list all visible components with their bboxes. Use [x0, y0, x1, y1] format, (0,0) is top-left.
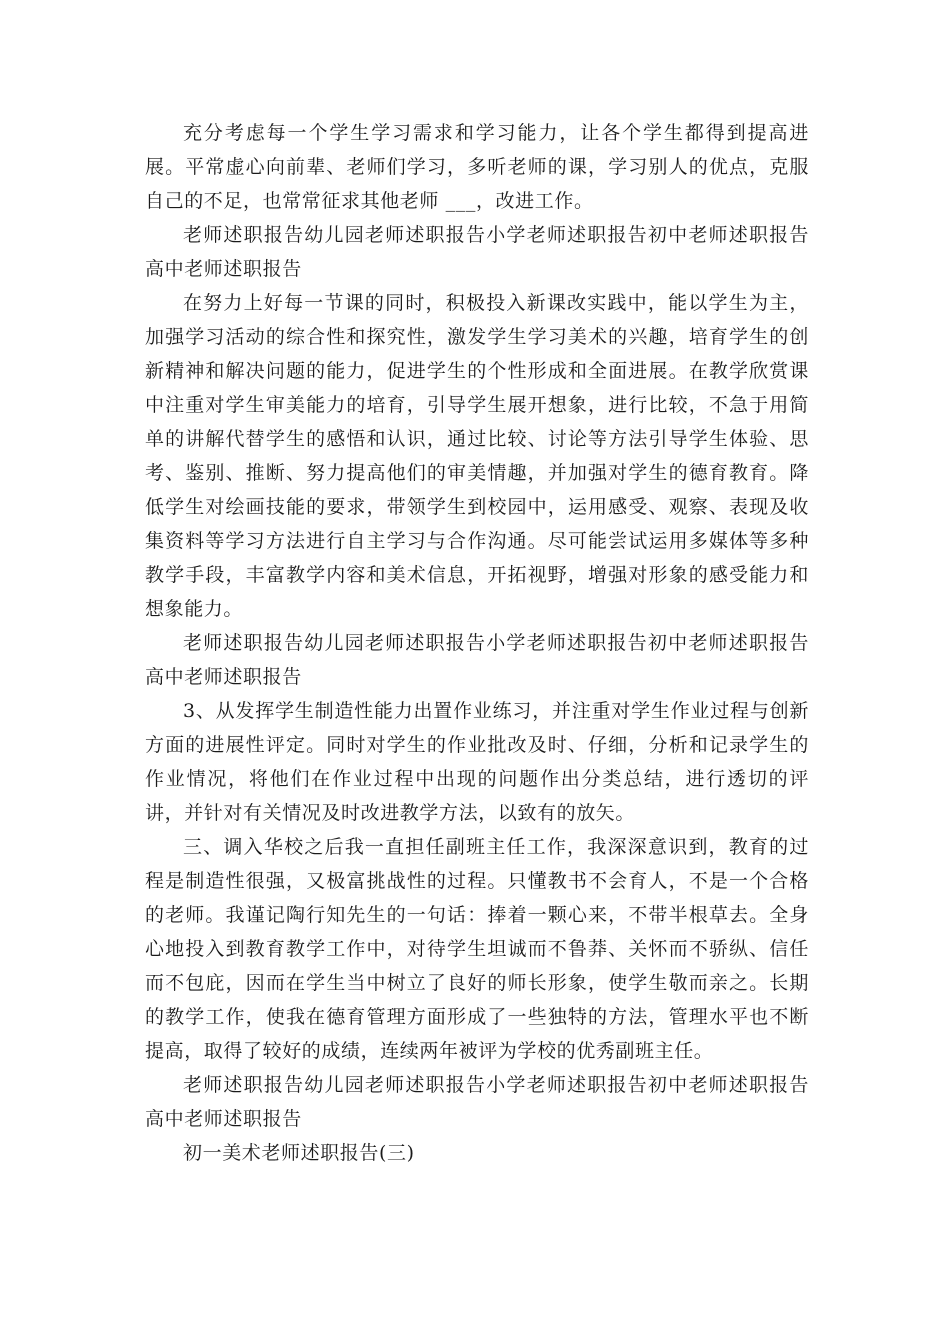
paragraph-report-links-2: 老师述职报告幼儿园老师述职报告小学老师述职报告初中老师述职报告高中老师述职报告	[145, 632, 809, 688]
paragraph-study-needs: 充分考虑每一个学生学习需求和学习能力，让各个学生都得到提高进展。平常虚心向前辈、老师们学习，多听老师的课，学习别人的优点，克服自己的不足，也常常征求其他老师 ___，改进工作。	[145, 122, 809, 212]
paragraph-class-teacher-work: 三、调入华校之后我一直担任副班主任工作，我深深意识到，教育的过程是制造性很强，又极富挑战性的过程。只懂教书不会育人，不是一个合格的老师。我谨记陶行知先生的一句话：捧着一颗心来，不带半根草去。全身心地投入到教育教学工作中，对待学生坦诚而不鲁莽、关怀而不骄纵、信任而不包庇，因而在学生当中树立了良好的师长形象，使学生敬而亲之。长期的教学工作，使我在德育管理方面形成了一些独特的方法，管理水平也不断提高，取得了较好的成绩，连续两年被评为学校的优秀副班主任。	[145, 836, 809, 1062]
section-heading: 初一美术老师述职报告(三)	[183, 1142, 415, 1164]
document-body	[145, 116, 809, 1170]
paragraph-new-curriculum: 在努力上好每一节课的同时，积极投入新课改实践中，能以学生为主，加强学习活动的综合性和探究性，激发学生学习美术的兴趣，培育学生的创新精神和解决问题的能力，促进学生的个性形成和全面进展。在教学欣赏课中注重对学生审美能力的培育，引导学生展开想象，进行比较，不急于用简单的讲解代替学生的感悟和认识，通过比较、讨论等方法引导学生体验、思考、鉴别、推断、努力提高他们的审美情趣，并加强对学生的德育教育。降低学生对绘画技能的要求，带领学生到校园中，运用感受、观察、表现及收集资料等学习方法进行自主学习与合作沟通。尽可能尝试运用多媒体等多种教学手段，丰富教学内容和美术信息，开拓视野，增强对形象的感受能力和想象能力。	[145, 292, 809, 620]
paragraph-homework-evaluation: 3、从发挥学生制造性能力出置作业练习，并注重对学生作业过程与创新方面的进展性评定。同时对学生的作业批改及时、仔细，分析和记录学生的作业情况，将他们在作业过程中出现的问题作出分类总结，进行透切的评讲，并针对有关情况及时改进教学方法，以致有的放矢。	[145, 700, 809, 824]
paragraph-report-links-3: 老师述职报告幼儿园老师述职报告小学老师述职报告初中老师述职报告高中老师述职报告	[145, 1074, 809, 1130]
paragraph-report-links-1: 老师述职报告幼儿园老师述职报告小学老师述职报告初中老师述职报告高中老师述职报告	[145, 224, 809, 280]
